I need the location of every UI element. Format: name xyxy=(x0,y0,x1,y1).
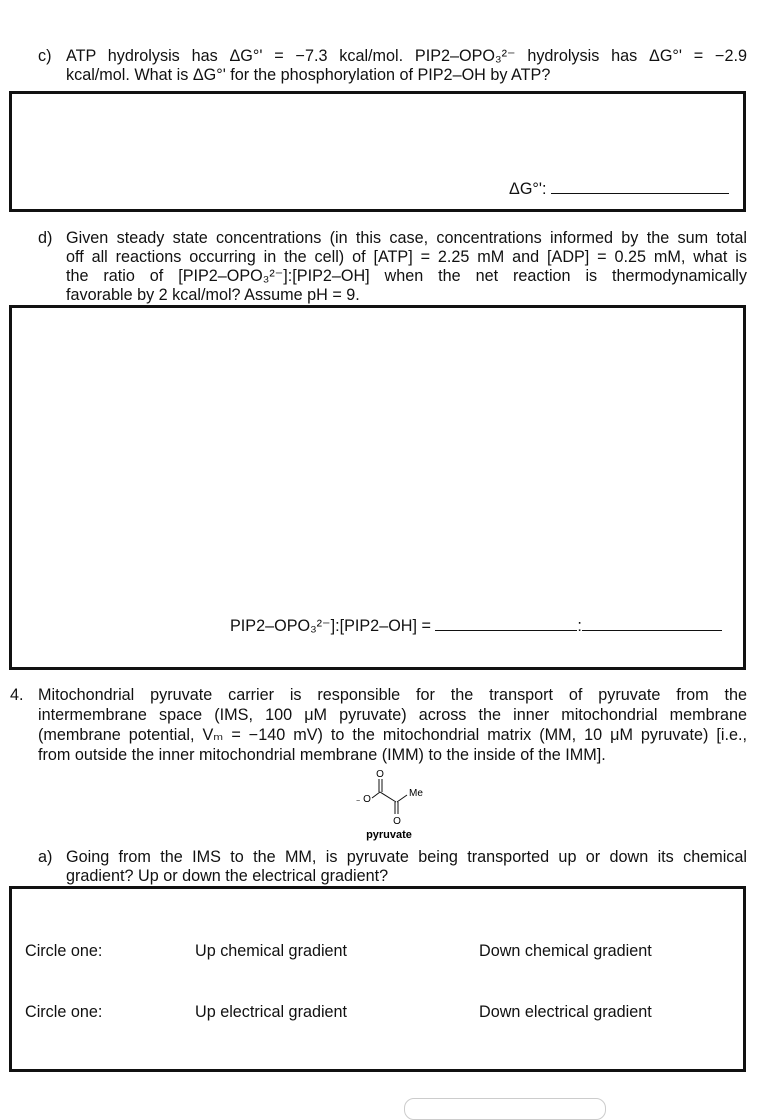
part-c-answer-line xyxy=(509,179,729,199)
up-electrical-gradient-option[interactable]: Up electrical gradient xyxy=(195,1003,348,1021)
part-c-question-line-2: kcal/mol. What is ΔG°' for the phosphorylation of PIP2–OH by ATP? xyxy=(66,66,551,84)
pyruvate-methyl: Me xyxy=(409,788,423,799)
partial-overlay-pill xyxy=(404,1098,606,1120)
question-4-line-4: from outside the inner mitochondrial membrane (IMM) to the inside of the IMM]. xyxy=(38,746,606,764)
up-chemical-gradient-option[interactable]: Up chemical gradient xyxy=(195,942,348,960)
part-d-answer-box[interactable] xyxy=(9,305,746,670)
part-c-answer-box[interactable] xyxy=(9,91,746,212)
part-c-label: c) xyxy=(38,47,52,65)
part-4a-answer-box xyxy=(9,886,746,1072)
part-4a-label: a) xyxy=(38,848,53,866)
chemical-circle-one-label: Circle one: xyxy=(25,942,103,960)
part-c-answer-blank[interactable] xyxy=(551,179,729,194)
pyruvate-carboxylate-charge: − xyxy=(356,798,361,805)
electrical-circle-one-label: Circle one: xyxy=(25,1003,103,1021)
part-d-ratio-blank-left[interactable] xyxy=(435,616,577,631)
part-d-ratio-separator: : xyxy=(577,617,582,635)
pyruvate-top-oxygen: O xyxy=(376,769,384,780)
part-d-question-line-1: Given steady state concentrations (in this case, concentrations informed by the sum total xyxy=(66,229,747,247)
pyruvate-label: pyruvate xyxy=(366,829,412,841)
part-d-label: d) xyxy=(38,229,53,247)
question-4-line-3: (membrane potential, Vₘ = −140 mV) to the mitochondrial matrix (MM, 10 μM pyruvate) [i.e., xyxy=(38,726,747,744)
part-c-question-line-1: ATP hydrolysis has ΔG°' = −7.3 kcal/mol. PIP2–OPO₃²⁻ hydrolysis has ΔG°' = −2.9 xyxy=(66,47,747,65)
part-4a-question-line-1: Going from the IMS to the MM, is pyruvate being transported up or down its chemical xyxy=(66,848,747,866)
pyruvate-ketone-oxygen: O xyxy=(393,816,401,827)
part-4a-question-line-2: gradient? Up or down the electrical gradient? xyxy=(66,867,389,885)
down-chemical-gradient-option[interactable]: Down chemical gradient xyxy=(479,942,652,960)
question-4-number: 4. xyxy=(10,686,24,704)
part-d-question-line-2: off all reactions occurring in the cell) of [ATP] = 2.25 mM and [ADP] = 0.25 mM, what is xyxy=(66,248,747,266)
part-c-answer-label: ΔG°': xyxy=(509,180,547,198)
part-d-answer-line xyxy=(230,616,722,636)
question-4-line-1: Mitochondrial pyruvate carrier is responsible for the transport of pyruvate from the xyxy=(38,686,747,704)
part-d-answer-label: PIP2–OPO₃²⁻]:[PIP2–OH] = xyxy=(230,617,431,635)
pyruvate-carboxylate-oxygen: O xyxy=(363,794,371,805)
question-4-line-2: intermembrane space (IMS, 100 μM pyruvate) across the inner mitochondrial membrane xyxy=(38,706,747,724)
part-d-question-line-3: the ratio of [PIP2–OPO₃²⁻]:[PIP2–OH] when the net reaction is thermodynamically xyxy=(66,267,747,285)
down-electrical-gradient-option[interactable]: Down electrical gradient xyxy=(479,1003,652,1021)
part-d-ratio-blank-right[interactable] xyxy=(582,616,722,631)
pyruvate-structure xyxy=(340,766,440,846)
part-d-question-line-4: favorable by 2 kcal/mol? Assume pH = 9. xyxy=(66,286,360,304)
